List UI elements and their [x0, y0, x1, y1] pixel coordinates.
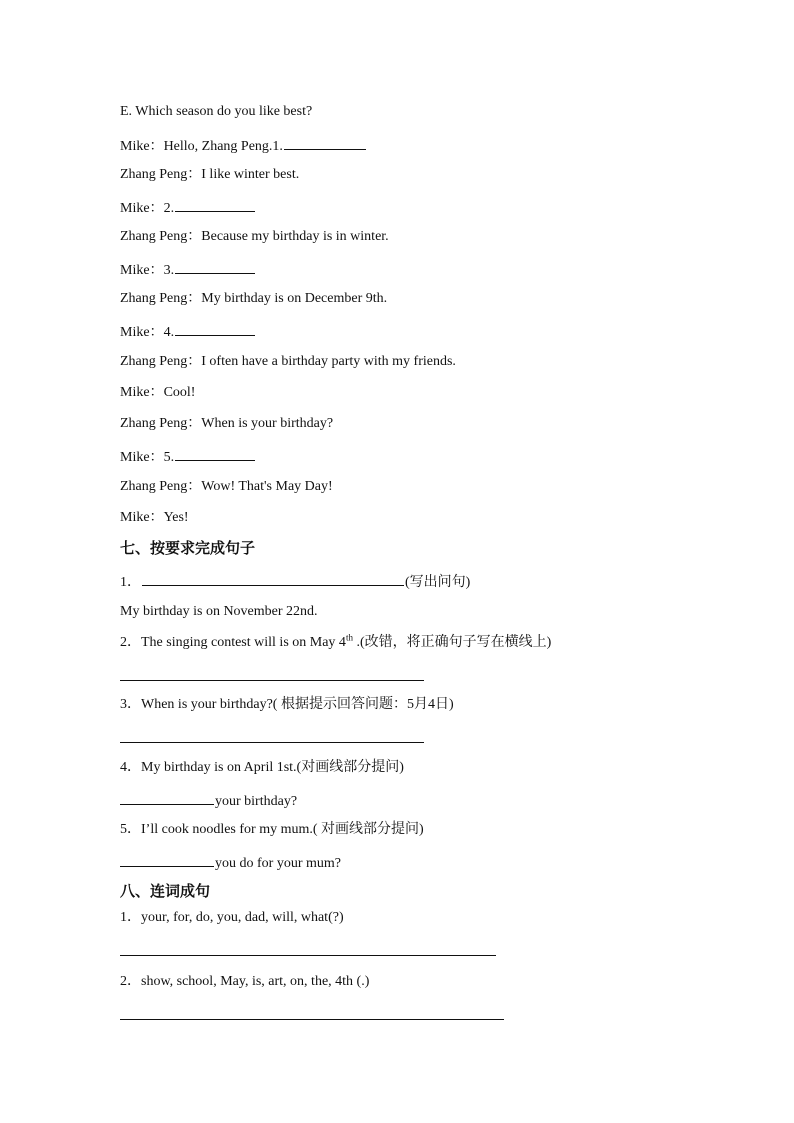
- s7-question-2: [120, 634, 551, 652]
- s7-question-4: 4．My birthday is on April 1st.(对画线部分提问): [120, 760, 404, 775]
- s8-q1-answer-line[interactable]: [120, 955, 496, 956]
- s7-q1-answer-blank[interactable]: [142, 571, 404, 586]
- s7-q1-given-sentence: My birthday is on November 22nd.: [120, 604, 318, 619]
- dialogue-text: Because my birthday is in winter.: [201, 229, 389, 244]
- dialogue-text: I often have a birthday party with my friends.: [201, 354, 456, 369]
- dialogue-text: Yes!: [163, 510, 189, 525]
- s7-question-5: 5．I’ll cook noodles for my mum.( 对画线部分提问): [120, 822, 424, 837]
- speaker: Zhang Peng：: [120, 354, 202, 369]
- dialogue-line-11: [120, 446, 256, 467]
- answer-blank-5[interactable]: [175, 446, 255, 461]
- dialogue-line-12: [120, 478, 333, 496]
- speaker: Zhang Peng：: [120, 416, 202, 431]
- question-number: 1．: [120, 575, 141, 590]
- s7-q4-answer: [120, 790, 297, 811]
- speaker: Mike：: [120, 263, 164, 278]
- question-text: 2．The singing contest will is on May 4: [120, 635, 346, 650]
- dialogue-text: My birthday is on December 9th.: [201, 291, 388, 306]
- speaker: Zhang Peng：: [120, 167, 202, 182]
- answer-tail-text: your birthday?: [215, 794, 298, 809]
- dialogue-text: Cool!: [163, 385, 196, 400]
- dialogue-text: Wow! That's May Day!: [201, 479, 333, 494]
- section-7-heading: 七、按要求完成句子: [120, 539, 256, 557]
- speaker: Mike：: [120, 385, 164, 400]
- ordinal-superscript: th: [345, 632, 353, 643]
- dialogue-line-5: [120, 259, 256, 280]
- answer-blank-4[interactable]: [175, 321, 255, 336]
- dialogue-text: 4.: [163, 325, 175, 340]
- question-hint: (写出问句): [405, 575, 471, 590]
- answer-blank-3[interactable]: [175, 259, 255, 274]
- dialogue-line-2: [120, 166, 299, 184]
- s7-q4-answer-blank[interactable]: [120, 790, 214, 805]
- section-e-title: E. Which season do you like best?: [120, 104, 313, 119]
- speaker: Mike：: [120, 325, 164, 340]
- s7-q2-answer-line[interactable]: [120, 680, 424, 681]
- dialogue-line-6: [120, 290, 387, 308]
- dialogue-text: 3.: [163, 263, 175, 278]
- s7-q3-answer-line[interactable]: [120, 742, 424, 743]
- speaker: Zhang Peng：: [120, 291, 202, 306]
- dialogue-text: 5.: [163, 450, 175, 465]
- answer-blank-1[interactable]: [284, 135, 366, 150]
- section-8-heading: 八、连词成句: [120, 882, 211, 900]
- dialogue-line-13: [120, 509, 189, 527]
- dialogue-text: I like winter best.: [201, 167, 300, 182]
- speaker: Mike：: [120, 450, 164, 465]
- s7-q5-answer-blank[interactable]: [120, 852, 214, 867]
- dialogue-text: 2.: [163, 201, 175, 216]
- s7-question-3: 3．When is your birthday?( 根据提示回答问题：5月4日): [120, 697, 454, 712]
- dialogue-line-8: [120, 353, 456, 371]
- answer-tail-text: you do for your mum?: [215, 856, 341, 871]
- question-hint: .(改错，将正确句子写在横线上): [352, 635, 552, 650]
- speaker: Mike：: [120, 139, 164, 154]
- answer-blank-2[interactable]: [175, 197, 255, 212]
- speaker: Zhang Peng：: [120, 229, 202, 244]
- speaker: Mike：: [120, 201, 164, 216]
- speaker: Zhang Peng：: [120, 479, 202, 494]
- s7-q5-answer: [120, 852, 341, 873]
- dialogue-line-10: [120, 415, 333, 433]
- speaker: Mike：: [120, 510, 164, 525]
- dialogue-line-3: [120, 197, 256, 218]
- s8-question-2: 2．show, school, May, is, art, on, the, 4th (.): [120, 974, 370, 989]
- dialogue-text: Hello, Zhang Peng.1.: [163, 139, 283, 154]
- s8-q2-answer-line[interactable]: [120, 1019, 504, 1020]
- s8-question-1: 1．your, for, do, you, dad, will, what(?): [120, 910, 344, 925]
- dialogue-line-1: [120, 135, 367, 156]
- dialogue-line-7: [120, 321, 256, 342]
- dialogue-text: When is your birthday?: [201, 416, 334, 431]
- s7-question-1: [120, 571, 470, 592]
- dialogue-line-4: [120, 228, 389, 246]
- dialogue-line-9: [120, 384, 195, 402]
